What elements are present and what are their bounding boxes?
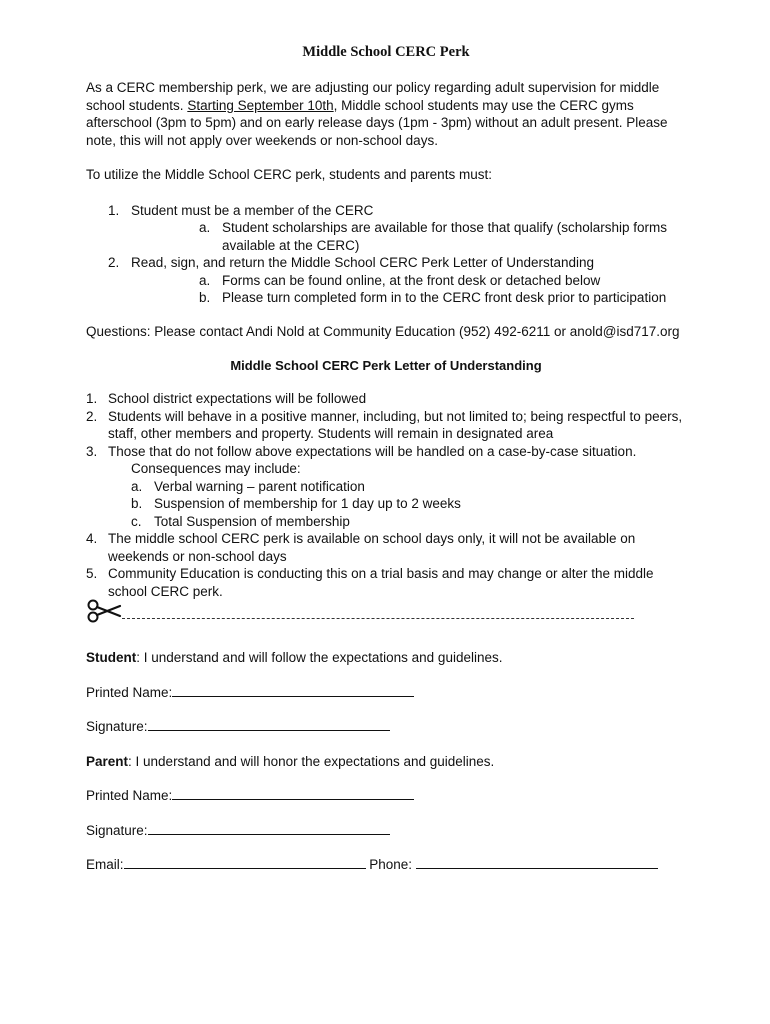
list-item: 2. Students will behave in a positive manner, including, but not limited to; being respectful to peers, staff, other members and property. Students will remain in designated area [86, 408, 683, 441]
student-signature-field[interactable]: Signature: [86, 718, 686, 736]
letter-list [86, 390, 686, 600]
list-item: 5. Community Education is conducting this on a trial basis and may change or alter the middle school CERC perk. [86, 566, 654, 599]
parent-printed-name-blank[interactable] [172, 787, 414, 800]
document-title: Middle School CERC Perk [302, 44, 470, 60]
student-statement: Student: I understand and will follow the expectations and guidelines. [86, 650, 503, 665]
contact-fields: Email: Phone: [86, 856, 686, 874]
utilize-paragraph: To utilize the Middle School CERC perk, students and parents must: [86, 167, 492, 182]
list-item: a. Student scholarships are available for those that qualify (scholarship forms available at the CERC) [199, 220, 667, 253]
questions-paragraph: Questions: Please contact Andi Nold at Community Education (952) 492-6211 or anold@isd717.org [86, 323, 680, 339]
list-item: c. Total Suspension of membership [131, 513, 350, 529]
parent-printed-name-field[interactable]: Printed Name: [86, 787, 686, 805]
intro-text-2: , Middle school students may use the CERC gyms afterschool (3pm to 5pm) and on early release days (1pm - 3pm) without an adult present. Please note, this will not apply over weekends or non-school days. [86, 97, 668, 148]
parent-signature-blank[interactable] [148, 822, 390, 835]
requirements-list [86, 202, 686, 307]
list-item: a. Verbal warning – parent notification [131, 478, 365, 494]
consequences-intro: Consequences may include: [131, 461, 301, 476]
document-page [86, 44, 686, 874]
list-item: 3. Those that do not follow above expectations will be handled on a case-by-case situation. Consequences may include: a. Verbal warning – parent notification b. Suspension of membership for 1 day up to 2 weeks c. Total Suspension of membership [86, 443, 686, 531]
dashed-cut-line [122, 618, 634, 619]
cut-line-row [86, 604, 686, 624]
list-item: b. Please turn completed form in to the CERC front desk prior to participation [199, 290, 667, 305]
consequences-list [108, 478, 686, 531]
list-item: b. Suspension of membership for 1 day up to 2 weeks [131, 496, 461, 511]
letter-title: Middle School CERC Perk Letter of Understanding [230, 358, 542, 373]
intro-text-1: As a CERC membership perk, we are adjusting our policy regarding adult supervision for middle school students. [86, 80, 660, 113]
list-item: a. Forms can be found online, at the front desk or detached below [199, 272, 601, 288]
scissors-icon [86, 598, 122, 624]
student-signature-blank[interactable] [148, 718, 390, 731]
list-item: 4. The middle school CERC perk is available on school days only, it will not be available on weekends or non-school days [86, 531, 636, 564]
parent-statement: Parent: I understand and will honor the expectations and guidelines. [86, 753, 495, 769]
student-printed-name-field[interactable]: Printed Name: [86, 684, 686, 702]
email-blank[interactable] [124, 856, 366, 869]
student-printed-name-blank[interactable] [172, 684, 414, 697]
list-item: 1. Student must be a member of the CERC a. Student scholarships are available for those that qualify (scholarship forms available at the CERC) [86, 202, 686, 255]
parent-signature-field[interactable]: Signature: [86, 822, 686, 840]
list-item: 1. School district expectations will be followed [86, 391, 367, 406]
phone-blank[interactable] [416, 856, 658, 869]
start-date: Starting September 10th [187, 97, 334, 113]
intro-paragraph [86, 79, 686, 149]
list-item: 2. Read, sign, and return the Middle School CERC Perk Letter of Understanding a. Forms can be found online, at the front desk or detached below b. Please turn completed form in to the CERC front desk prior to participation [86, 254, 686, 307]
